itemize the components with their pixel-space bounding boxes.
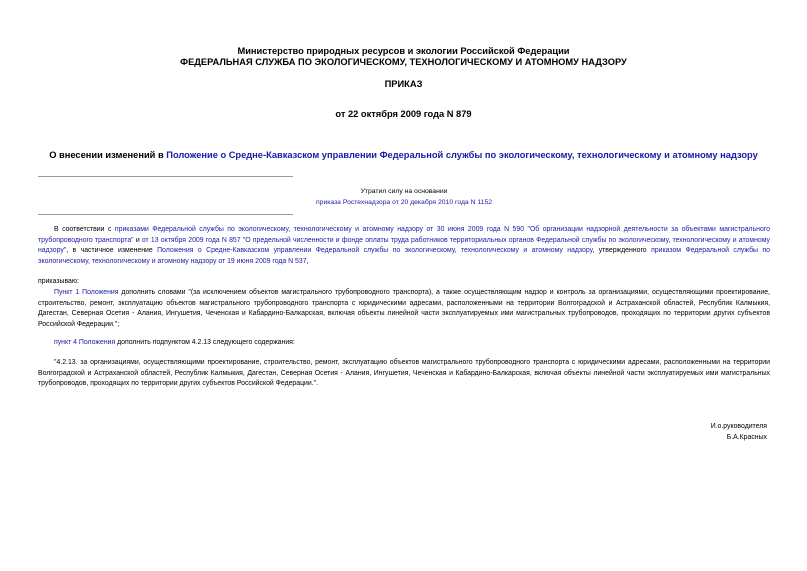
point-1-link[interactable]: Пункт 1 Положения [54, 289, 119, 296]
paragraph-basis [38, 225, 770, 267]
signature-block [711, 421, 767, 443]
basis-text-4: , утвержденного [592, 247, 652, 254]
document-subject [0, 150, 807, 160]
signature-title: И.о.руководителя [710, 423, 767, 430]
paragraph-order: приказываю: [38, 278, 79, 285]
divider-bottom [38, 214, 293, 215]
document-date-number: от 22 октября 2009 года N 879 [335, 109, 472, 119]
basis-link-orders[interactable]: приказами Федеральной службы по экологическому, технологическому и атомному надзору от 30 июня 2009 года N 590 "Об организации надзорной деятельности за объектами магистрального трубопроводного транспорта" [38, 226, 770, 244]
basis-text-1: В соответствии с [54, 226, 115, 233]
basis-link-regulation[interactable]: Положения о Средне-Кавказском управлении Федеральной службы по экологическому, технологическому и атомному надзору [157, 247, 593, 254]
service-title: ФЕДЕРАЛЬНАЯ СЛУЖБА ПО ЭКОЛОГИЧЕСКОМУ, ТЕХНОЛОГИЧЕСКОМУ И АТОМНОМУ НАДЗОРУ [180, 57, 627, 67]
divider-top [38, 176, 293, 177]
ministry-title: Министерство природных ресурсов и экологии Российской Федерации [237, 46, 570, 56]
paragraph-point-4 [38, 338, 770, 349]
point-1-text: дополнить словами "(за исключением объектов магистрального трубопроводного транспорта), а также осуществляющим надзор и контроль за организациями, осуществляющими проектирование, строительство, ремонт, эксплуатацию объектов магистрального трубопроводного транспорта с юридическими адресами, расположенными на территории Волгоградской и Астраханской областей, Республик Калмыкия, Дагестан, Северная Осетия - Алания, Ингушетия, Чеченская и Кабардино-Балкарская, включая объекты линейной части эксплуатируемых ими магистральных трубопроводов, проходящих по территории других субъектов Российской Федерации."; [38, 289, 770, 328]
basis-text-2: и [133, 236, 142, 244]
signature-name: Б.А.Красных [726, 434, 767, 441]
paragraph-subpoint-4-2-13: "4.2.13. за организациями, осуществляющими проектирование, строительство, ремонт, эксплуатацию объектов магистрального трубопроводного транспорта с юридическими адресами, расположенными на территории Волгоградской и Астраханской областей, Республик Калмыкия, Дагестан, Северная Осетия - Алания, Ингушетия, Чеченская и Кабардино-Балкарская, включая объекты линейной части эксплуатируемых ими магистральных трубопроводов, проходящих по территории других субъектов Российской Федерации.". [38, 359, 770, 387]
subject-link[interactable]: Положение о Средне-Кавказском управлении Федеральной службы по экологическому, технологическому и атомному надзору [166, 150, 758, 160]
basis-link-order-537[interactable]: приказом Федеральной службы по экологическому, технологическому и атомному надзору от 19 июня 2009 года N 537 [38, 247, 770, 265]
point-4-text: дополнить подпунктом 4.2.13 следующего содержания: [115, 339, 295, 346]
point-4-link[interactable]: пункт 4 Положения [54, 339, 116, 346]
document-type: ПРИКАЗ [384, 79, 423, 89]
status-note-link[interactable]: приказа Ростехнадзора от 20 декабря 2010 года N 1152 [315, 199, 493, 206]
status-note [300, 186, 508, 208]
basis-link-order-857[interactable]: от 13 октября 2009 года N 857 "О предельной численности и фонде оплаты труда работников территориальных органов Федеральной службы по экологическому, технологическому и атомному надзору" [38, 236, 770, 254]
basis-text-3: , в частичное изменение [66, 247, 158, 254]
basis-text-5: , [306, 257, 309, 265]
subject-prefix: О внесении изменений в [49, 150, 167, 160]
paragraph-point-1 [38, 288, 770, 330]
status-note-text: Утратил силу на основании [360, 188, 448, 195]
